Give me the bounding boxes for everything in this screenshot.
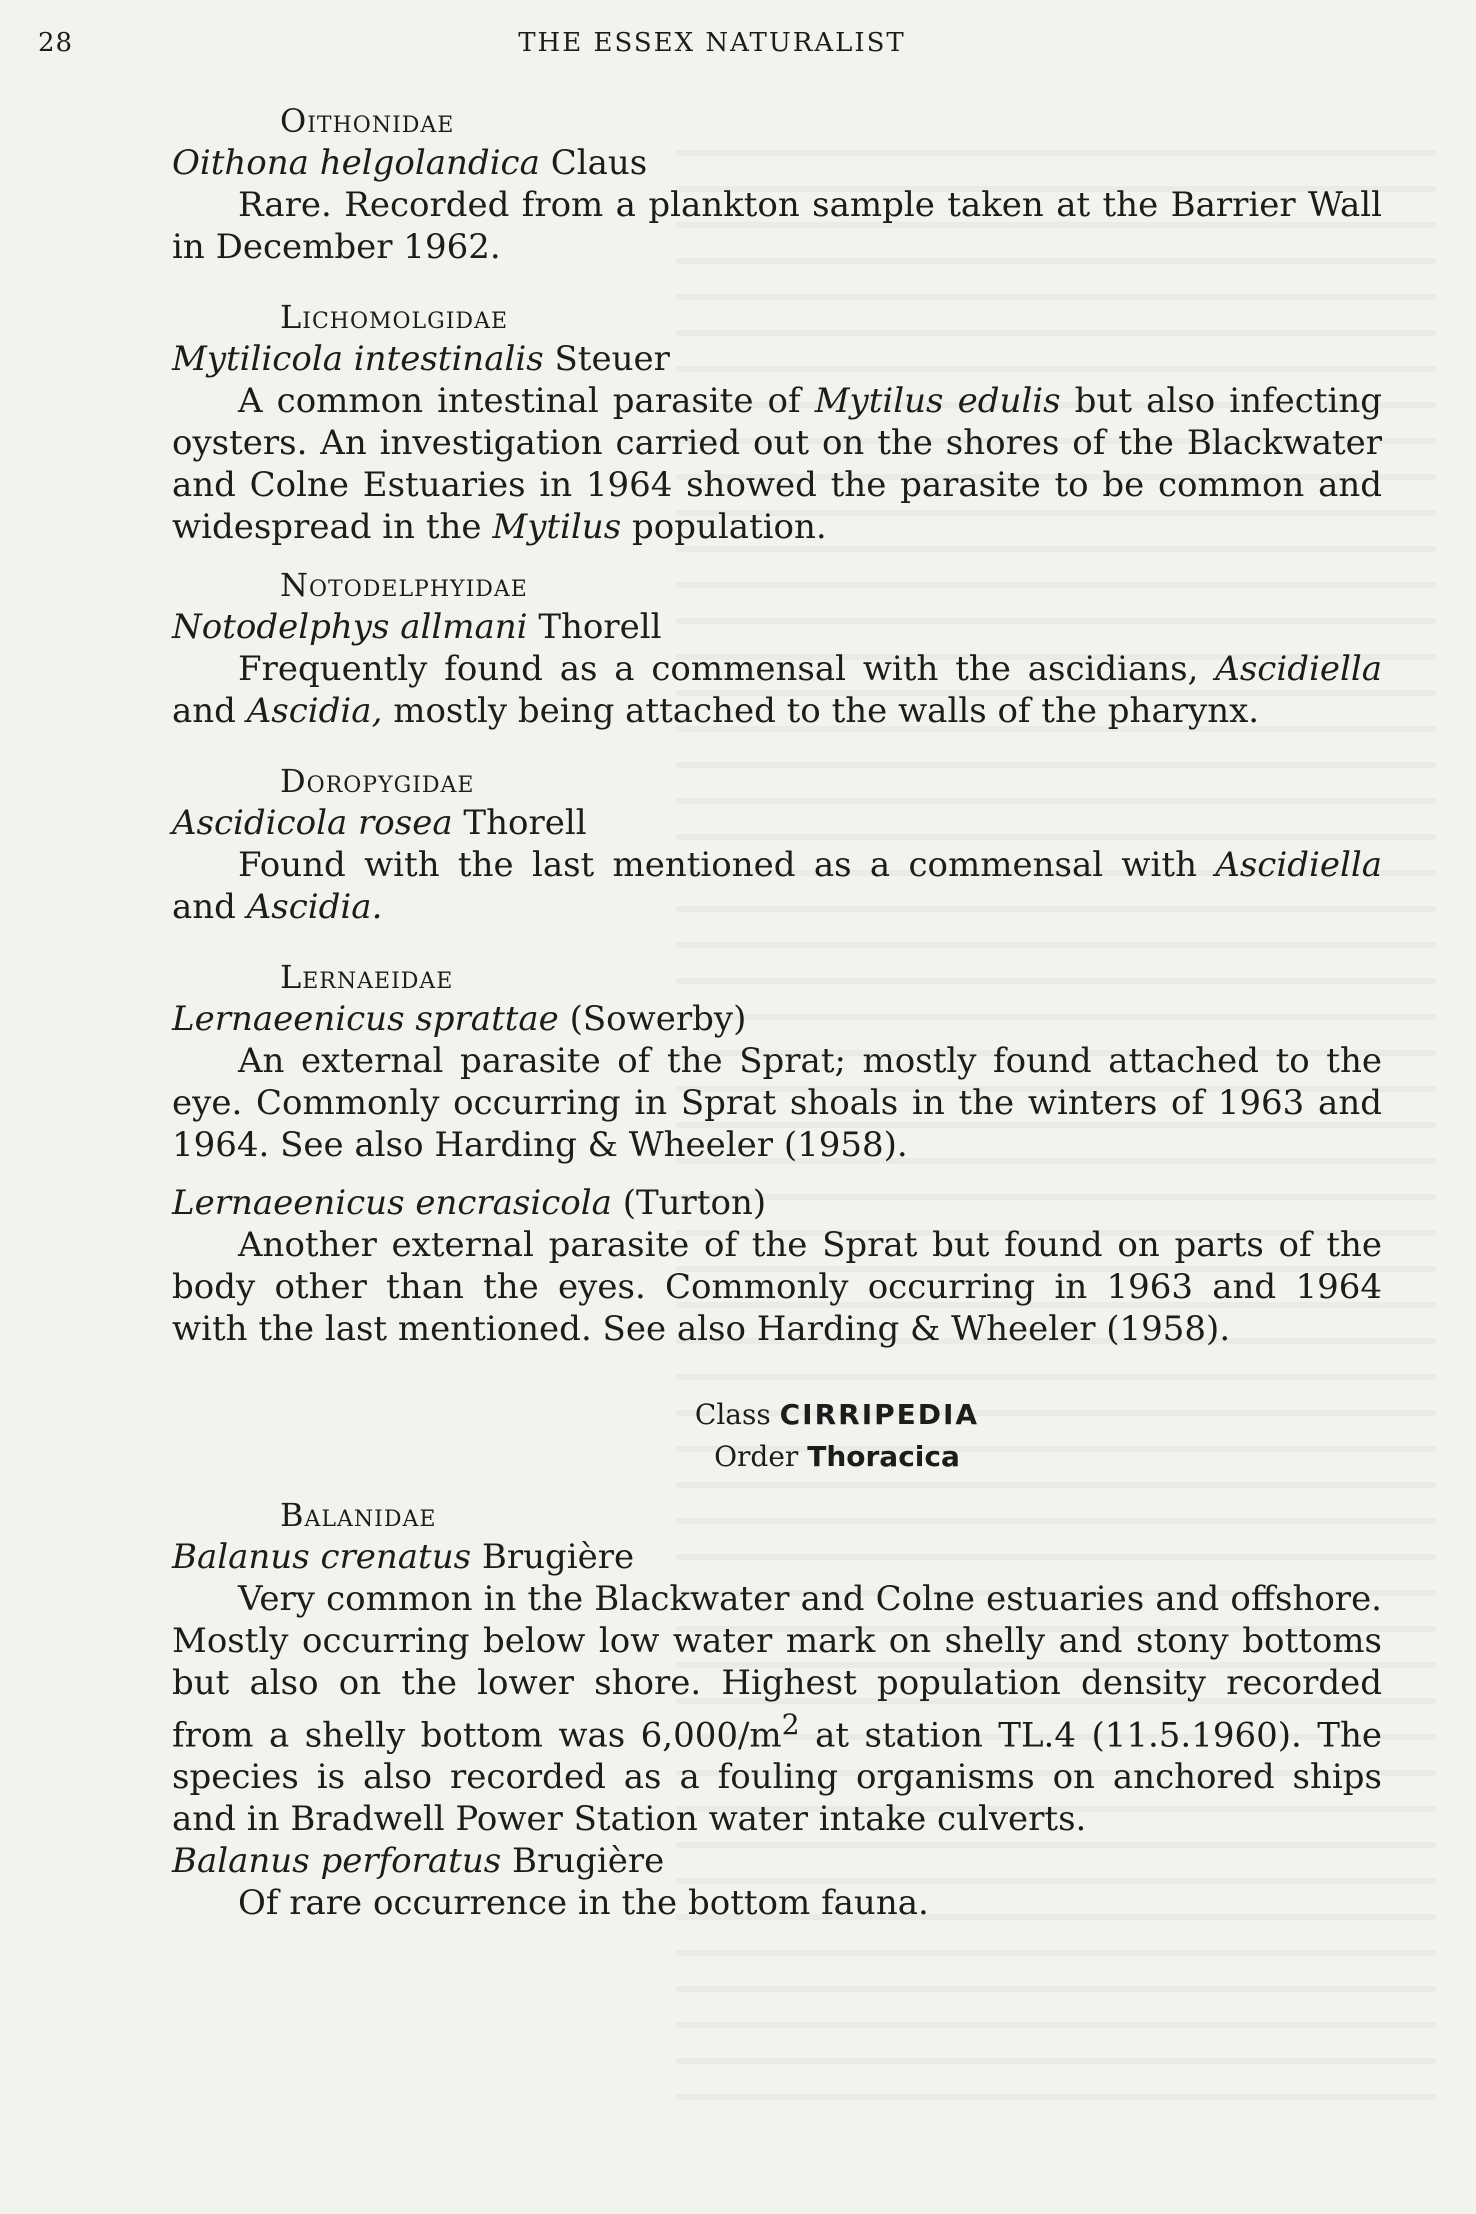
family-heading: Doropygidae: [280, 762, 475, 800]
species-name: Ascidicola rosea: [172, 803, 453, 843]
species-description: Very common in the Blackwater and Colne estuaries and offshore. Mostly occurring below low water mark on shelly and stony bottoms but also on the lower shore. Highest population density recorded from a shelly bottom was $6,000/m^2$ at station TL.4 (11.5.1960). The species is also recorded as a fouling organisms on anchored ships and in Bradwell Power Station water intake culverts.: [172, 1579, 1382, 1840]
species-authority: Brugière: [481, 1537, 635, 1577]
species-authority: Thorell: [538, 607, 662, 647]
species-authority: Claus: [550, 143, 648, 183]
species-description: Rare. Recorded from a plankton sample taken at the Barrier Wall in December 1962.: [172, 185, 1382, 267]
species-description: A common intestinal parasite of Mytilus edulis but also infecting oysters. An investigation carried out on the shores of the Blackwater and Colne Estuaries in 1964 showed the parasite to be common and widespread in the Mytilus population.: [172, 381, 1382, 547]
species-name: Mytilicola intestinalis: [172, 339, 544, 379]
species-authority: Brugière: [512, 1841, 665, 1882]
species-name: Notodelphys allmani: [172, 607, 528, 647]
class-heading: Class CIRRIPEDIA: [694, 1398, 980, 1431]
family-heading: Lichomolgidae: [280, 298, 509, 336]
species-authority: Steuer: [554, 339, 670, 379]
family-heading: Oithonidae: [280, 102, 455, 140]
family-heading: Notodelphyidae: [280, 566, 528, 604]
species-authority: (Sowerby): [569, 999, 747, 1039]
species-name: Lernaeenicus encrasicola: [172, 1183, 612, 1223]
species-name: Balanus perforatus: [172, 1841, 502, 1882]
family-heading: Lernaeidae: [280, 958, 454, 996]
species-description: Another external parasite of the Sprat but found on parts of the body other than the eyes. Commonly occurring in 1963 and 1964 with the last mentioned. See also Harding & Wheeler (1958).: [172, 1225, 1382, 1349]
species-name: Balanus crenatus: [172, 1537, 472, 1577]
species-line: [172, 606, 1382, 648]
journal-title: THE ESSEX NATURALIST: [518, 28, 906, 58]
main-text: [172, 100, 1382, 1924]
species-description: Found with the last mentioned as a commensal with Ascidiella and Ascidia.: [172, 845, 1382, 927]
species-authority: (Turton): [622, 1183, 767, 1223]
family-heading: Balanidae: [280, 1496, 437, 1534]
species-line: [172, 142, 1382, 184]
species-line: [172, 1182, 1382, 1224]
species-line: [172, 338, 1382, 380]
species-line: [172, 998, 1382, 1040]
species-name: Oithona helgolandica: [172, 143, 540, 183]
species-name: Lernaeenicus sprattae: [172, 999, 559, 1039]
species-line: [172, 802, 1382, 844]
running-header: [38, 28, 1386, 68]
page-number: 28: [38, 28, 74, 58]
species-description: An external parasite of the Sprat; mostly found attached to the eye. Commonly occurring in Sprat shoals in the winters of 1963 and 1964. See also Harding & Wheeler (1958).: [172, 1041, 1382, 1165]
species-line: [172, 1536, 1382, 1578]
species-authority: Thorell: [463, 803, 587, 843]
species-description: Frequently found as a commensal with the ascidians, Ascidiella and Ascidia, mostly being attached to the walls of the pharynx.: [172, 649, 1382, 731]
species-line: [172, 1840, 1382, 1882]
species-description: Of rare occurrence in the bottom fauna.: [238, 1883, 929, 1924]
order-heading: Order Thoracica: [714, 1440, 960, 1473]
